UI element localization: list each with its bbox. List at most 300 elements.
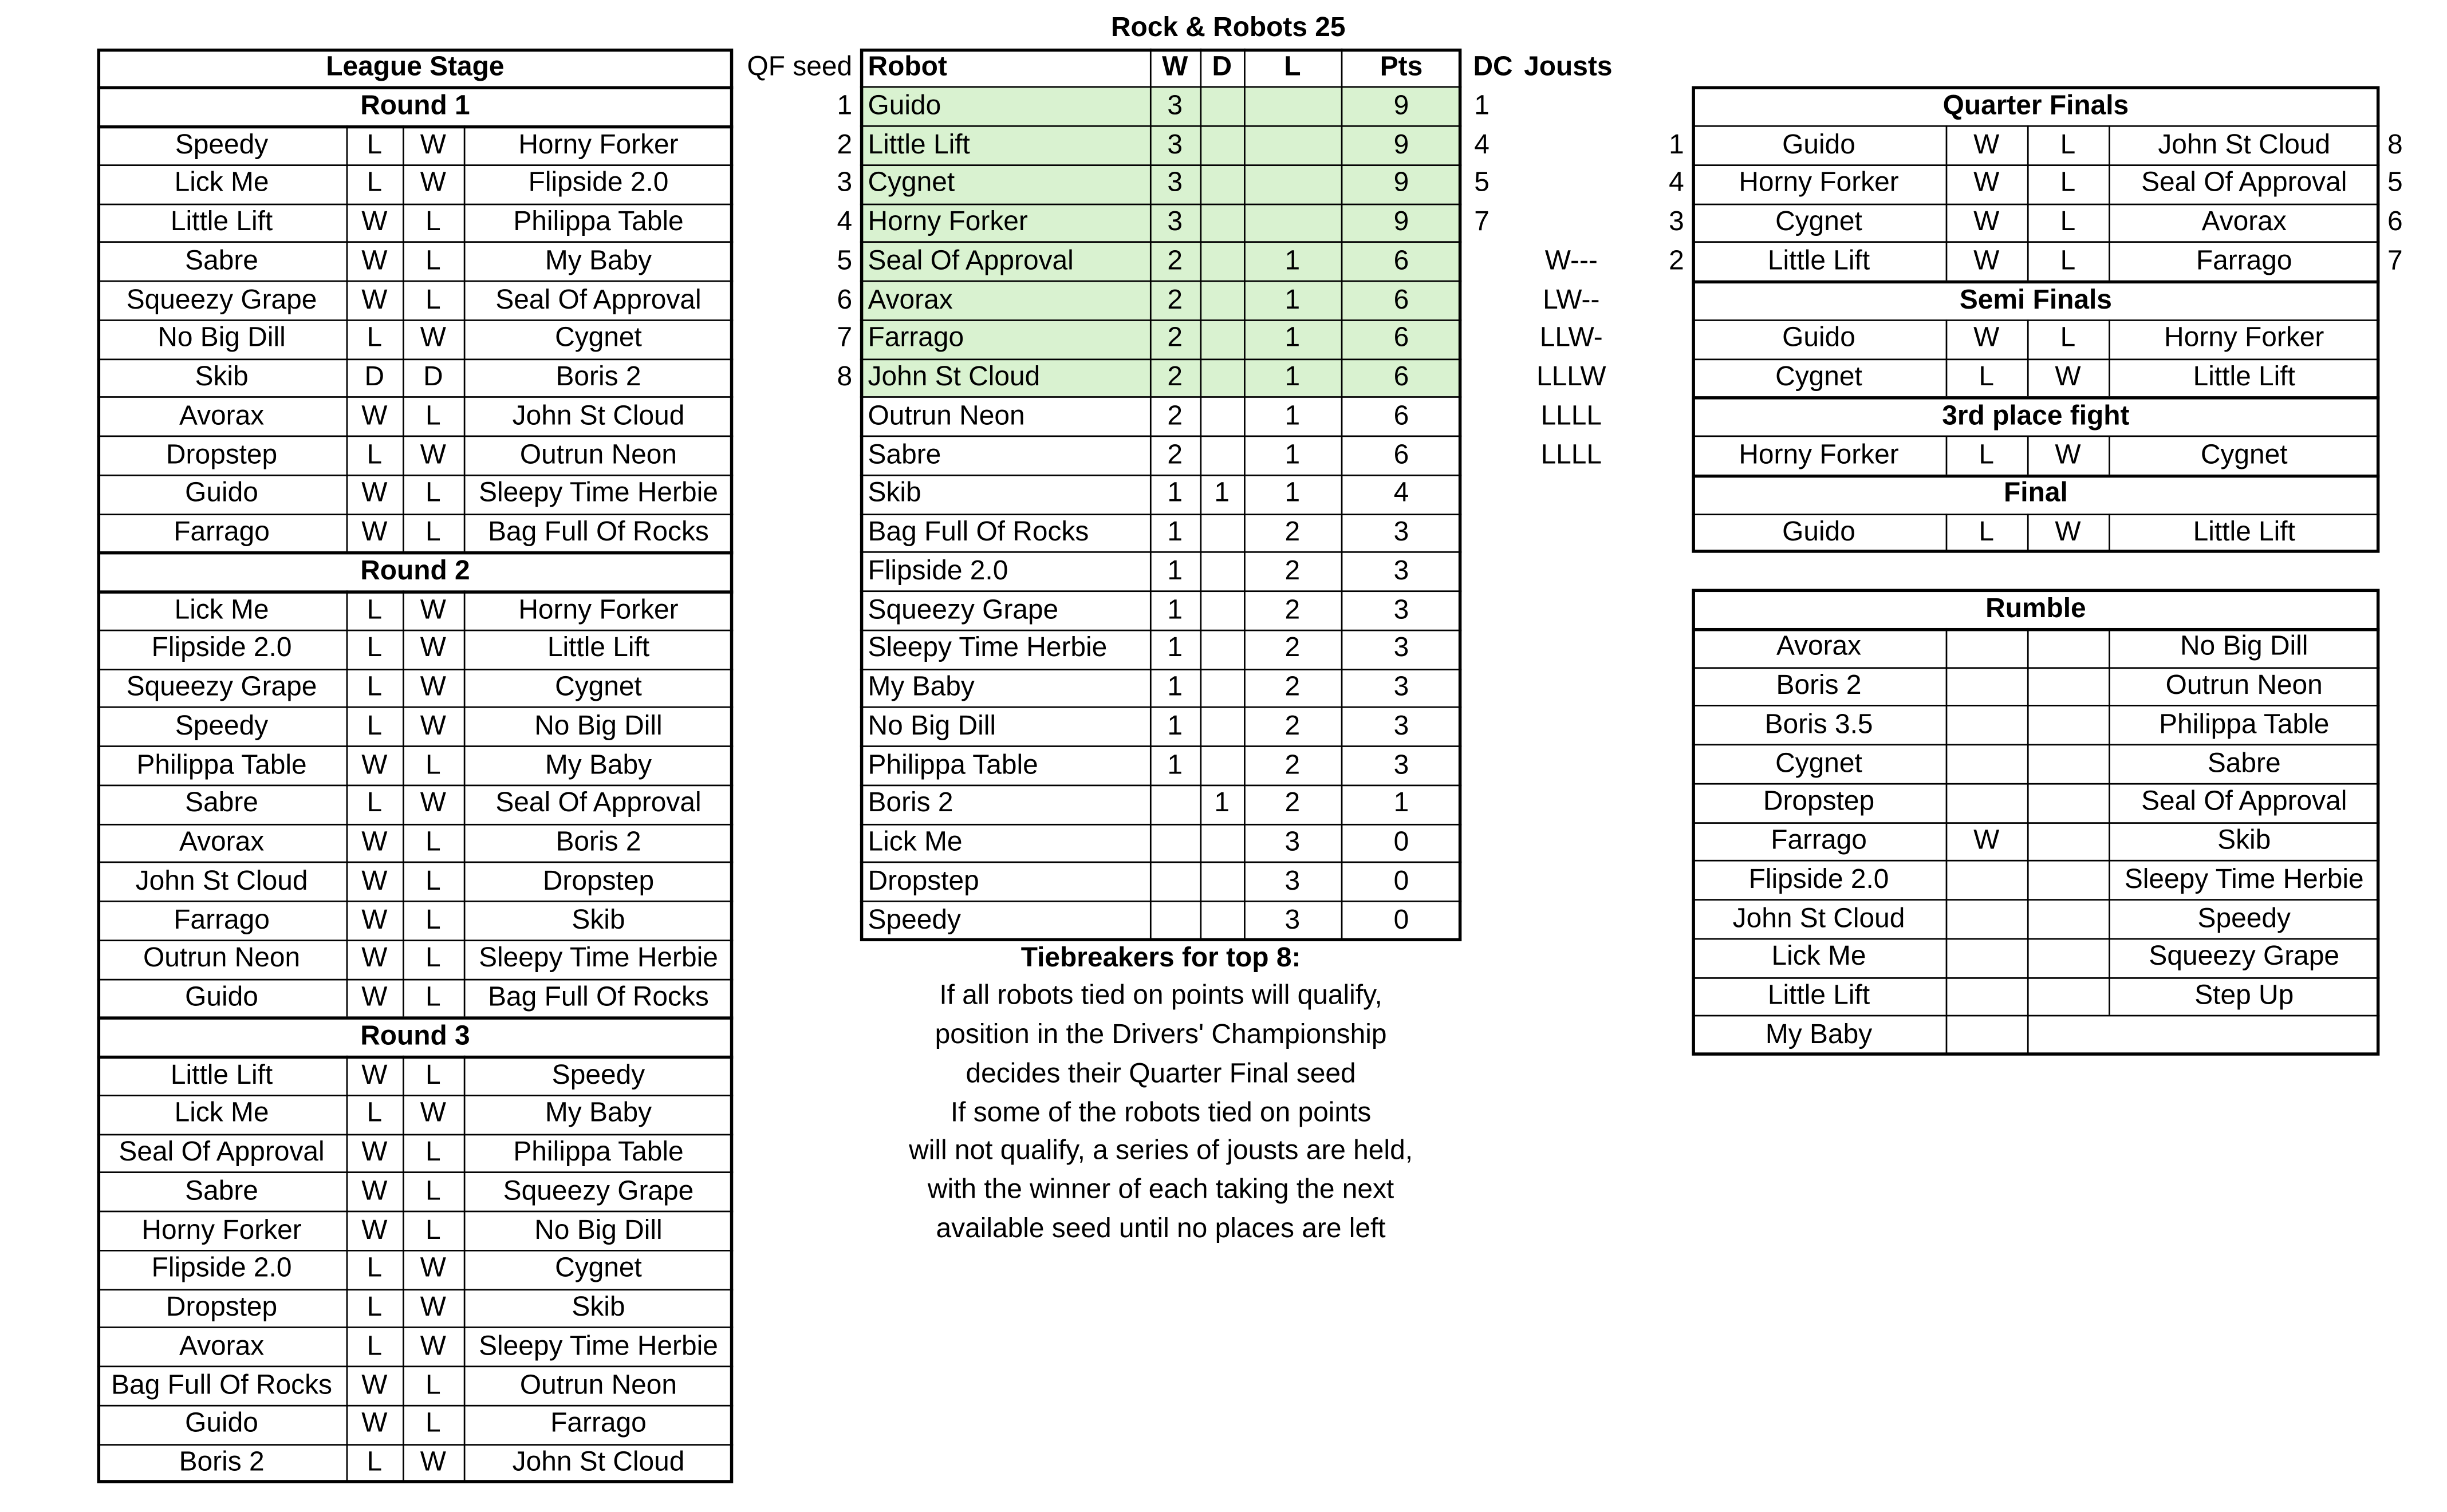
losses-value: 2 xyxy=(1284,554,1301,586)
jousts-value xyxy=(1520,862,1624,901)
qf-seed xyxy=(733,784,860,823)
points-value: 3 xyxy=(1393,631,1409,664)
league-result: L xyxy=(425,826,441,857)
league-robot-name: Little Lift xyxy=(547,631,650,664)
qf-seed: 6 xyxy=(837,283,853,314)
rumble-robot-b: Sabre xyxy=(2207,746,2281,778)
wins-value: 2 xyxy=(1167,321,1183,353)
rumble-robot-b: Sleepy Time Herbie xyxy=(2124,862,2364,894)
jousts-value xyxy=(1520,513,1624,552)
jousts-value: W--- xyxy=(1544,244,1598,276)
league-result: W xyxy=(420,670,447,702)
dc-value xyxy=(1467,745,1520,784)
jousts-value xyxy=(1520,164,1624,203)
jousts-value xyxy=(1520,203,1624,242)
league-result: W xyxy=(361,1368,388,1400)
knockout-result-b: W xyxy=(2055,437,2081,469)
qf-seed xyxy=(733,823,860,862)
qf-seed-header: QF seed xyxy=(747,50,853,82)
league-robot-name: Avorax xyxy=(179,1329,265,1361)
league-result: W xyxy=(361,476,388,508)
dc-value xyxy=(1467,862,1520,901)
standings-robot-name: No Big Dill xyxy=(868,709,996,741)
jousts-value xyxy=(1520,629,1624,668)
league-result: W xyxy=(420,787,447,819)
losses-value: 3 xyxy=(1284,826,1301,857)
rumble-robot-b: Philippa Table xyxy=(2159,708,2330,739)
knockout-robot-a: Guido xyxy=(1782,128,1855,160)
points-value: 0 xyxy=(1393,864,1409,896)
jousts-header: Jousts xyxy=(1524,50,1613,82)
league-result: L xyxy=(367,709,383,741)
points-value: 6 xyxy=(1393,399,1409,431)
league-result: L xyxy=(367,166,383,198)
knockout-result-a: W xyxy=(1973,244,2000,276)
rumble-robot-b: Outrun Neon xyxy=(2165,669,2323,701)
rumble-robot-a: Avorax xyxy=(1776,630,1862,662)
league-result: W xyxy=(420,709,447,741)
knockout-robot-a: Guido xyxy=(1782,515,1855,547)
dc-value xyxy=(1467,281,1520,319)
league-result: L xyxy=(425,980,441,1012)
round-label: Round 1 xyxy=(360,89,470,121)
page-title: Rock & Robots 25 xyxy=(1110,11,1346,43)
dc-value: 4 xyxy=(1474,128,1490,160)
league-robot-name: Squeezy Grape xyxy=(126,670,317,702)
standings-robot-name: Skib xyxy=(868,476,921,508)
dc-value xyxy=(1467,242,1520,281)
jousts-value: LLLW xyxy=(1536,360,1606,392)
seed-left xyxy=(1629,513,1692,552)
knockout-robot-a: Guido xyxy=(1782,321,1855,353)
league-result: W xyxy=(361,864,388,896)
tiebreakers-line: If some of the robots tied on points xyxy=(950,1095,1372,1127)
wins-value: 3 xyxy=(1167,166,1183,198)
knockout-robot-a: Horny Forker xyxy=(1739,166,1899,198)
losses-value: 2 xyxy=(1284,670,1301,702)
standings-robot-name: Sleepy Time Herbie xyxy=(868,631,1108,664)
seed-left xyxy=(1629,319,1692,358)
losses-value: 2 xyxy=(1284,748,1301,780)
league-robot-name: Seal Of Approval xyxy=(495,787,702,819)
league-robot-name: Philippa Table xyxy=(513,1135,684,1167)
points-value: 6 xyxy=(1393,244,1409,276)
league-robot-name: Lick Me xyxy=(174,1096,269,1128)
standings-robot-name: Sabre xyxy=(868,437,941,469)
qf-seed xyxy=(733,435,860,474)
jousts-value xyxy=(1520,474,1624,513)
standings-robot-name: Boris 2 xyxy=(868,787,953,819)
league-result: L xyxy=(425,1174,441,1206)
league-result: L xyxy=(425,1058,441,1089)
rumble-robot-b: Speedy xyxy=(2197,901,2291,933)
points-value: 6 xyxy=(1393,360,1409,392)
league-result: W xyxy=(361,748,388,780)
tiebreakers-line: with the winner of each taking the next xyxy=(927,1173,1394,1205)
league-result: L xyxy=(367,1096,383,1128)
league-result: W xyxy=(420,1446,447,1478)
points-value: 6 xyxy=(1393,283,1409,314)
rumble-result-a: W xyxy=(1973,824,2000,855)
jousts-value xyxy=(1520,745,1624,784)
dc-value xyxy=(1467,668,1520,707)
league-result: W xyxy=(420,631,447,664)
league-result: W xyxy=(361,205,388,237)
points-value: 9 xyxy=(1393,128,1409,160)
league-robot-name: Outrun Neon xyxy=(143,942,301,973)
tiebreakers-line: position in the Drivers' Championship xyxy=(935,1018,1387,1050)
rumble-robot-a: Lick Me xyxy=(1771,940,1866,972)
qf-seed xyxy=(733,513,860,552)
losses-value: 2 xyxy=(1284,787,1301,819)
rumble-border xyxy=(1692,589,2379,1056)
league-result: W xyxy=(361,515,388,547)
points-value: 3 xyxy=(1393,515,1409,547)
knockout-result-a: L xyxy=(1979,437,1995,469)
league-result: L xyxy=(367,437,383,469)
league-result: L xyxy=(367,1329,383,1361)
league-robot-name: No Big Dill xyxy=(534,709,663,741)
seed-right xyxy=(2379,358,2426,397)
wins-value: 2 xyxy=(1167,437,1183,469)
wins-value: 1 xyxy=(1167,554,1183,586)
qf-seed xyxy=(733,397,860,436)
knockout-robot-b: Little Lift xyxy=(2193,515,2295,547)
league-result: W xyxy=(420,128,447,160)
league-result: L xyxy=(425,283,441,314)
seed-right xyxy=(2379,319,2426,358)
league-robot-name: Skib xyxy=(572,903,625,935)
league-result: L xyxy=(425,903,441,935)
qf-seed xyxy=(733,474,860,513)
league-result: L xyxy=(367,593,383,625)
qf-seed xyxy=(733,552,860,591)
knockout-round-label: Final xyxy=(2004,476,2068,508)
jousts-value xyxy=(1520,590,1624,629)
rumble-robot-a: Flipside 2.0 xyxy=(1748,862,1889,894)
dc-value xyxy=(1467,358,1520,397)
league-robot-name: Speedy xyxy=(551,1058,645,1089)
losses-value: 1 xyxy=(1284,283,1301,314)
league-result: W xyxy=(420,1096,447,1128)
league-robot-name: Avorax xyxy=(179,826,265,857)
league-robot-name: Dropstep xyxy=(166,437,278,469)
losses-value: 1 xyxy=(1284,321,1301,353)
rumble-robot-a: John St Cloud xyxy=(1732,901,1905,933)
knockout-result-a: W xyxy=(1973,166,2000,198)
jousts-value xyxy=(1520,823,1624,862)
wins-value: 1 xyxy=(1167,709,1183,741)
standings-robot-name: Outrun Neon xyxy=(868,399,1025,431)
knockout-result-a: L xyxy=(1979,515,1995,547)
standings-robot-name: Bag Full Of Rocks xyxy=(868,515,1089,547)
league-robot-name: Farrago xyxy=(550,1407,647,1439)
dc-value xyxy=(1467,513,1520,552)
league-robot-name: Squeezy Grape xyxy=(503,1174,694,1206)
dc-value xyxy=(1467,319,1520,358)
league-robot-name: Lick Me xyxy=(174,166,269,198)
league-result: W xyxy=(420,1290,447,1322)
seed-right xyxy=(2379,513,2426,552)
knockout-robot-a: Horny Forker xyxy=(1739,437,1899,469)
league-result: W xyxy=(420,1252,447,1284)
points-header: Pts xyxy=(1380,50,1423,82)
wins-header: W xyxy=(1162,50,1188,82)
standings-robot-name: Seal Of Approval xyxy=(868,244,1074,276)
jousts-value xyxy=(1520,901,1624,939)
league-result: W xyxy=(361,903,388,935)
league-robot-name: Sleepy Time Herbie xyxy=(479,942,718,973)
seed-left xyxy=(1629,358,1692,397)
jousts-value xyxy=(1520,668,1624,707)
rumble-robot-a: Cygnet xyxy=(1775,746,1862,778)
dc-value xyxy=(1467,552,1520,591)
rumble-robot-a: Boris 2 xyxy=(1776,669,1862,701)
league-robot-name: Cygnet xyxy=(555,1252,642,1284)
wins-value: 2 xyxy=(1167,399,1183,431)
standings-robot-name: Cygnet xyxy=(868,166,955,198)
losses-value: 2 xyxy=(1284,631,1301,664)
league-robot-name: Speedy xyxy=(175,128,269,160)
qf-seed: 2 xyxy=(837,128,853,160)
dc-header: DC xyxy=(1473,50,1513,82)
wins-value: 1 xyxy=(1167,748,1183,780)
dc-value xyxy=(1467,590,1520,629)
league-robot-name: Flipside 2.0 xyxy=(528,166,669,198)
knockout-result-b: W xyxy=(2055,360,2081,392)
league-result: W xyxy=(420,166,447,198)
standings-robot-name: Flipside 2.0 xyxy=(868,554,1008,586)
knockout-robot-b: Little Lift xyxy=(2193,360,2295,392)
league-robot-name: Philippa Table xyxy=(513,205,684,237)
points-value: 0 xyxy=(1393,903,1409,935)
dc-value: 7 xyxy=(1474,205,1490,237)
league-result: L xyxy=(367,1252,383,1284)
league-robot-name: Skib xyxy=(195,360,249,392)
losses-value: 2 xyxy=(1284,593,1301,625)
round-label: Round 3 xyxy=(360,1019,470,1051)
league-robot-name: Horny Forker xyxy=(518,128,679,160)
qf-seed: 1 xyxy=(837,89,853,121)
knockout-round-label: Semi Finals xyxy=(1959,283,2112,314)
standings-robot-name: Farrago xyxy=(868,321,964,353)
league-result: L xyxy=(367,1290,383,1322)
losses-value: 1 xyxy=(1284,244,1301,276)
qf-seed xyxy=(733,901,860,939)
league-robot-name: Bag Full Of Rocks xyxy=(488,980,709,1012)
points-value: 3 xyxy=(1393,748,1409,780)
losses-value: 1 xyxy=(1284,399,1301,431)
standings-robot-name: John St Cloud xyxy=(868,360,1041,392)
league-robot-name: Little Lift xyxy=(170,1058,273,1089)
losses-value: 1 xyxy=(1284,437,1301,469)
standings-robot-name: Lick Me xyxy=(868,826,963,857)
knockout-robot-a: Cygnet xyxy=(1775,205,1862,237)
wins-value: 3 xyxy=(1167,205,1183,237)
dc-value xyxy=(1467,629,1520,668)
knockout-round-label: 3rd place fight xyxy=(1942,399,2130,431)
league-robot-name: Guido xyxy=(185,1407,258,1439)
dc-value xyxy=(1467,706,1520,745)
league-result: W xyxy=(420,321,447,353)
wins-value: 1 xyxy=(1167,670,1183,702)
league-robot-name: Skib xyxy=(572,1290,625,1322)
league-robot-name: Guido xyxy=(185,980,258,1012)
league-result: L xyxy=(367,631,383,664)
knockout-robot-b: Farrago xyxy=(2196,244,2292,276)
league-robot-name: No Big Dill xyxy=(534,1213,663,1245)
jousts-value xyxy=(1520,784,1624,823)
rumble-robot-b: Skib xyxy=(2217,824,2271,855)
rumble-robot-a: Farrago xyxy=(1771,824,1867,855)
knockout-result-a: L xyxy=(1979,360,1995,392)
points-value: 1 xyxy=(1393,787,1409,819)
dc-value xyxy=(1467,474,1520,513)
league-result: L xyxy=(425,1213,441,1245)
league-stage-border xyxy=(97,48,734,1483)
seed-left xyxy=(1629,435,1692,474)
tiebreakers-title: Tiebreakers for top 8: xyxy=(1020,941,1301,972)
dc-value: 1 xyxy=(1474,89,1490,121)
league-robot-name: John St Cloud xyxy=(512,399,685,431)
seed-left: 1 xyxy=(1669,128,1684,160)
league-result: W xyxy=(361,283,388,314)
league-result: L xyxy=(425,864,441,896)
seed-right: 7 xyxy=(2387,244,2403,276)
league-result: W xyxy=(361,244,388,276)
standings-robot-name: Speedy xyxy=(868,903,961,935)
points-value: 4 xyxy=(1393,476,1409,508)
league-robot-name: Sabre xyxy=(185,244,258,276)
rumble-robot-b: Seal Of Approval xyxy=(2141,785,2347,817)
dc-value xyxy=(1467,823,1520,862)
knockout-robot-b: John St Cloud xyxy=(2158,128,2331,160)
draws-value: 1 xyxy=(1214,476,1230,508)
league-result: W xyxy=(420,1329,447,1361)
league-result: W xyxy=(361,980,388,1012)
qf-seed: 3 xyxy=(837,166,853,198)
wins-value: 1 xyxy=(1167,593,1183,625)
league-result: L xyxy=(425,205,441,237)
league-robot-name: Squeezy Grape xyxy=(126,283,317,314)
league-result: L xyxy=(367,787,383,819)
losses-header: L xyxy=(1284,50,1301,82)
jousts-value: LLLL xyxy=(1540,437,1602,469)
points-value: 9 xyxy=(1393,205,1409,237)
qf-seed xyxy=(733,745,860,784)
league-robot-name: Little Lift xyxy=(170,205,273,237)
seed-left: 2 xyxy=(1669,244,1684,276)
jousts-value xyxy=(1520,552,1624,591)
standings-robot-name: Dropstep xyxy=(868,864,979,896)
league-robot-name: Flipside 2.0 xyxy=(151,631,292,664)
dc-value xyxy=(1467,901,1520,939)
dc-value: 5 xyxy=(1474,166,1490,198)
rumble-robot-a: Boris 3.5 xyxy=(1764,708,1873,739)
rumble-header: Rumble xyxy=(1985,591,2086,623)
knockout-border xyxy=(1692,86,2379,553)
qf-seed xyxy=(733,862,860,901)
qf-seed: 8 xyxy=(837,360,853,392)
standings-robot-name: Philippa Table xyxy=(868,748,1038,780)
knockout-robot-a: Cygnet xyxy=(1775,360,1862,392)
wins-value: 2 xyxy=(1167,360,1183,392)
draws-value: 1 xyxy=(1214,787,1230,819)
seed-right: 5 xyxy=(2387,166,2403,198)
knockout-result-b: L xyxy=(2060,166,2076,198)
qf-seed: 5 xyxy=(837,244,853,276)
losses-value: 1 xyxy=(1284,360,1301,392)
dc-value xyxy=(1467,784,1520,823)
points-value: 9 xyxy=(1393,89,1409,121)
league-robot-name: Philippa Table xyxy=(136,748,307,780)
knockout-robot-b: Seal Of Approval xyxy=(2141,166,2347,198)
points-value: 6 xyxy=(1393,321,1409,353)
league-robot-name: Sabre xyxy=(185,787,258,819)
league-result: D xyxy=(364,360,385,392)
points-value: 0 xyxy=(1393,826,1409,857)
points-value: 3 xyxy=(1393,709,1409,741)
rumble-robot-a: My Baby xyxy=(1765,1017,1873,1049)
rumble-robot-b: No Big Dill xyxy=(2180,630,2308,662)
league-robot-name: Boris 2 xyxy=(555,360,641,392)
draws-header: D xyxy=(1212,50,1232,82)
losses-value: 3 xyxy=(1284,864,1301,896)
league-robot-name: Bag Full Of Rocks xyxy=(111,1368,332,1400)
league-result: L xyxy=(425,515,441,547)
standings-robot-name: Little Lift xyxy=(868,128,970,160)
standings-border xyxy=(860,48,1461,941)
jousts-value xyxy=(1520,86,1624,125)
qf-seed xyxy=(733,706,860,745)
seed-right xyxy=(2379,435,2426,474)
league-result: L xyxy=(425,399,441,431)
knockout-result-b: L xyxy=(2060,205,2076,237)
knockout-result-a: W xyxy=(1973,205,2000,237)
league-robot-name: My Baby xyxy=(545,1096,652,1128)
wins-value: 3 xyxy=(1167,89,1183,121)
tiebreakers-line: decides their Quarter Final seed xyxy=(966,1057,1356,1088)
points-value: 6 xyxy=(1393,437,1409,469)
league-robot-name: Sabre xyxy=(185,1174,258,1206)
league-robot-name: Seal Of Approval xyxy=(119,1135,325,1167)
rumble-robot-a: Dropstep xyxy=(1763,785,1875,817)
wins-value: 1 xyxy=(1167,515,1183,547)
dc-value xyxy=(1467,435,1520,474)
standings-robot-name: My Baby xyxy=(868,670,975,702)
points-value: 9 xyxy=(1393,166,1409,198)
knockout-round-label: Quarter Finals xyxy=(1942,89,2129,121)
league-result: W xyxy=(361,1407,388,1439)
round-label: Round 2 xyxy=(360,554,470,586)
points-value: 3 xyxy=(1393,554,1409,586)
knockout-robot-a: Little Lift xyxy=(1767,244,1870,276)
tiebreakers-line: will not qualify, a series of jousts are held, xyxy=(909,1134,1413,1166)
league-robot-name: Seal Of Approval xyxy=(495,283,702,314)
seed-left: 3 xyxy=(1669,205,1684,237)
league-robot-name: Cygnet xyxy=(555,670,642,702)
wins-value: 2 xyxy=(1167,244,1183,276)
wins-value: 1 xyxy=(1167,631,1183,664)
league-robot-name: Sleepy Time Herbie xyxy=(479,476,718,508)
seed-right: 8 xyxy=(2387,128,2403,160)
tiebreakers-line: If all robots tied on points will qualify, xyxy=(939,979,1382,1011)
league-robot-name: Dropstep xyxy=(542,864,655,896)
league-robot-name: John St Cloud xyxy=(135,864,308,896)
qf-seed xyxy=(733,668,860,707)
league-result: W xyxy=(361,1135,388,1167)
points-value: 3 xyxy=(1393,593,1409,625)
